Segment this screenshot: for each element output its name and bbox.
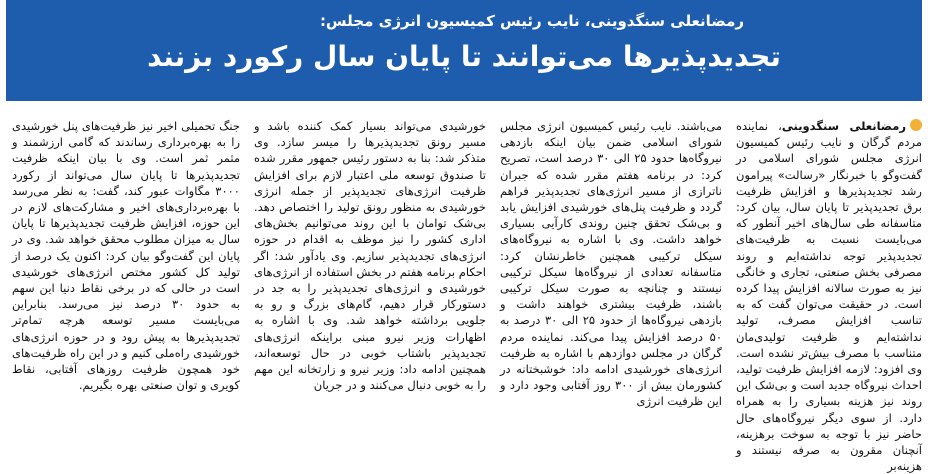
bullet-icon (910, 119, 922, 131)
article-kicker: رمضانعلی سنگدوینی، نایب رئیس کمیسیون انرژی مجلس: (319, 12, 744, 30)
article-body (6, 118, 922, 474)
article-column-3 (254, 118, 486, 410)
article-column-2 (500, 118, 722, 410)
headline-banner (6, 0, 922, 101)
column-3-text: خورشیدی می‌تواند بسیار کمک کننده باشد و مسیر رونق تجدیدپذیرها را میسر سازد. وی متذکر شد: بنا به دستور رئیس جمهور مقرر شده تا صندوق توسعه ملی اعتبار لازم برای افزایش ظرفیت انرژی‌های تجدیدپذیر از جمله انرژی خورشیدی به منظور رونق تولید را اختصاص دهد. بی‌شک توامان با این روند می‌توانیم بخش‌های اداری کشور را نیز موظف به اقدام در حوزه انرژی‌های تجدیدپذیر سازیم. وی یادآور شد: اگر احکام برنامه هفتم در بخش استفاده از انرژی‌های خورشیدی و انرژی‌های تجدیدپذیر را به جد در دستورکار قرار دهیم، گام‌های بزرگ و رو به جلویی برداشته خواهد شد. وی با اشاره به اظهارات وزیر نیرو مبنی براینکه انرژی‌های تجدیدپذیر باشتاب خوبی در حال توسعه‌اند، همچنین ادامه داد: وزیر نیرو و زارتخانه این مهم را به خوبی دنبال می‌کنند و در جریان (254, 119, 486, 393)
column-1-lead: رمضانعلی سنگدوینی (781, 119, 906, 133)
article-column-4 (12, 118, 240, 410)
column-4-text: جنگ تحمیلی اخیر نیز ظرفیت‌های پنل خورشیدی را به بهره‌برداری رساندند که گامی ارزشمند و مثمر ثمر است. وی با بیان اینکه ظرفیت تجدیدپذیرها تا پایان سال می‌تواند از رکورد ۳۰۰۰ مگاوات عبور کند، گفت: به نظر می‌رسد با بهره‌برداری‌های اخیر و مشارکت‌های لازم در این حوزه، افزایش ظرفیت تجدیدپذیرها تا پایان سال به میزان مطلوب محقق خواهد شد. وی در پایان این گفت‌وگو بیان کرد: اکنون یک درصد از تولید کل کشور مختص انرژی‌های خورشیدی است در حالی که در برخی نقاط دنیا این سهم به حدود ۳۰ درصد نیز می‌رسد. بنابراین می‌بایست مسیر توسعه هرچه تمام‌تر تجدیدپذیرها به پیش رود و در حوزه انرژی‌های خورشیدی راه‌ملی کنیم و در این راه ظرفیت‌های خود همچون ظرفیت روزهای آفتابی، نقاط کویری و توان صنعتی بهره بگیریم. (12, 119, 240, 393)
column-2-text: می‌باشند. نایب رئیس کمیسیون انرژی مجلس شورای اسلامی ضمن بیان اینکه بازدهی نیروگاه‌ها حدود ۲۵ الی ۳۰ درصد است، تصریح کرد: در برنامه هفتم مقرر شده که جبران ناترازی از مسیر انرژی‌های تجدیدپذیر فراهم گردد و ظرفیت پنل‌های خورشیدی افزایش یابد و بی‌شک تحقق چنین روندی کارآیی بسیاری خواهد داشت. وی با اشاره به نیروگاه‌های سیکل ترکیبی همچنین خاطرنشان کرد: متاسفانه تعدادی از نیروگاه‌ها سیکل ترکیبی نیستند و چنانچه به صورت سیکل ترکیبی باشند، ظرفیت بیشتری خواهند داشت و بازدهی نیروگاه‌ها از حدود ۲۵ الی ۳۰ درصد به ۵۰ درصد افزایش پیدا می‌کند. نماینده مردم گرگان در مجلس دوازدهم با اشاره به ظرفیت انرژی‌های خورشیدی ادامه داد: خوشبختانه در کشورمان بیش از ۳۰۰ روز آفتابی وجود دارد و این ظرفیت انرژی (500, 119, 722, 409)
article-column-1 (736, 118, 922, 474)
article-headline: تجدیدپذیرها می‌توانند تا پایان سال رکورد بزنند (147, 40, 781, 73)
column-1-text: ، نماینده مردم گرگان و نایب رئیس کمیسیون انرژی مجلس شورای اسلامی در گفت‌وگو با خبرنگار «رسالت» پیرامون رشد تجدیدپذیرها و افزایش ظرفیت برق تجدیدپذیر تا پایان سال، بیان کرد: متاسفانه طی سال‌های اخیر آنطور که می‌بایست نسبت به ظرفیت‌های تجدیدپذیر توجه نداشته‌ایم و روند مصرفی بخش صنعتی، تجاری و خانگی نیز به صورت سالانه افزایش پیدا کرده است. در حقیقت می‌توان گفت که به تناسب افزایش مصرف، تولید نداشته‌ایم و ظرفیت تولیدی‌مان متناسب با مصرف بیش‌تر نشده است. وی افزود: لازمه افزایش ظرفیت تولید، احداث نیروگاه جدید است و بی‌شک این روند نیز هزینه بسیاری را به همراه دارد. از سوی دیگر نیروگاه‌های حال حاضر نیز با توجه به سوخت برهزینه، آنچنان مقرون به صرفه نیستند و هزینه‌بر (736, 119, 922, 474)
